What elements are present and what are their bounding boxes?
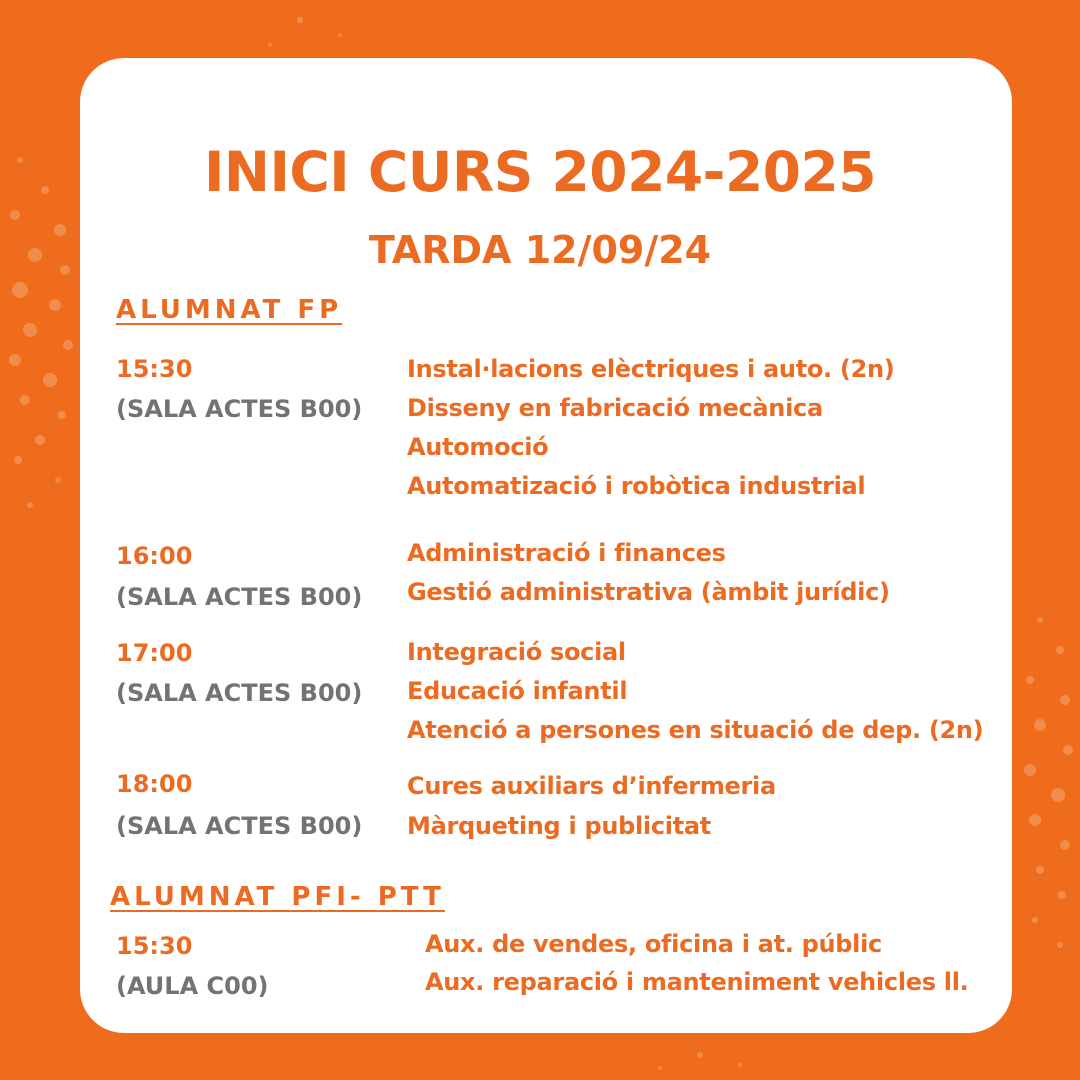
section-heading-pfi: ALUMNAT PFI- PTT	[110, 882, 445, 912]
course-item: Aux. de vendes, oficina i at. públic	[425, 930, 882, 958]
course-item: Aux. reparació i manteniment vehicles ll.	[425, 968, 969, 996]
course-item: Gestió administrativa (àmbit jurídic)	[407, 578, 890, 606]
section-heading-fp: ALUMNAT FP	[116, 295, 343, 325]
course-item: Atenció a persones en situació de dep. (2n)	[407, 716, 984, 744]
session-room: (SALA ACTES B00)	[116, 395, 363, 423]
page-title: INICI CURS 2024-2025	[203, 140, 877, 204]
session-room: (SALA ACTES B00)	[116, 583, 363, 611]
session-time: 15:30	[116, 932, 193, 960]
course-item: Automoció	[407, 433, 549, 461]
course-item: Integració social	[407, 638, 626, 666]
session-time: 15:30	[116, 355, 193, 383]
course-item: Automatizació i robòtica industrial	[407, 472, 866, 500]
course-item: Educació infantil	[407, 677, 628, 705]
session-time: 17:00	[116, 639, 193, 667]
session-room: (SALA ACTES B00)	[116, 679, 363, 707]
page-subtitle: TARDA 12/09/24	[368, 228, 712, 272]
course-item: Màrqueting i publicitat	[407, 812, 711, 840]
session-time: 16:00	[116, 542, 193, 570]
course-item: Instal·lacions elèctriques i auto. (2n)	[407, 355, 895, 383]
course-item: Administració i finances	[407, 539, 726, 567]
session-room: (SALA ACTES B00)	[116, 812, 363, 840]
course-item: Cures auxiliars d’infermeria	[407, 772, 776, 800]
session-room: (AULA C00)	[116, 972, 269, 1000]
session-time: 18:00	[116, 770, 193, 798]
course-item: Disseny en fabricació mecànica	[407, 394, 823, 422]
